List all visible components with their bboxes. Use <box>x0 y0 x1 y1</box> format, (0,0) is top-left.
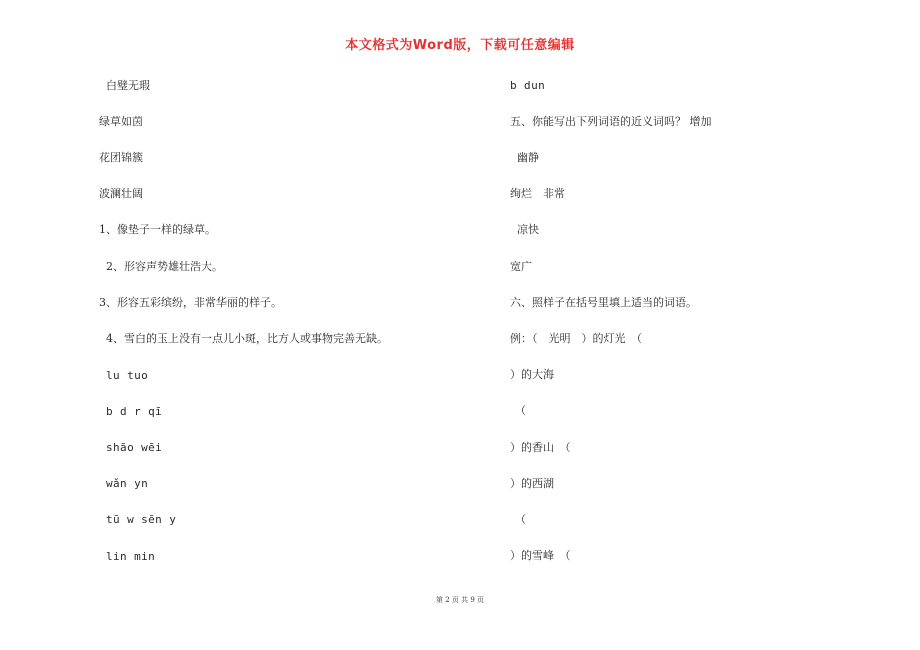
pinyin-line: wǎn yn <box>106 477 149 490</box>
idiom-line: 绿草如茵 <box>99 115 143 128</box>
pinyin-line: tū w sēn y <box>106 513 177 526</box>
word-line: 凉快 <box>517 223 539 236</box>
word-line: 宽广 <box>510 260 532 273</box>
idiom-line: 白璧无瑕 <box>106 79 150 92</box>
fill-in-line: ）的西湖 <box>510 477 554 490</box>
definition-line: 4、雪白的玉上没有一点儿小斑，比方人或事物完善无缺。 <box>106 332 388 345</box>
pinyin-line: lu tuo <box>106 369 149 382</box>
pinyin-line: b d r qī <box>106 405 163 418</box>
pinyin-line: shāo wēi <box>106 441 163 454</box>
word-line: 绚烂 非常 <box>510 187 565 200</box>
idiom-line: 波澜壮阔 <box>99 187 143 200</box>
fill-in-line: ）的香山 （ <box>510 441 571 454</box>
page-number: 第 2 页 共 9 页 <box>435 596 485 604</box>
fill-in-line: ）的大海 <box>510 368 554 381</box>
idiom-line: 花团锦簇 <box>99 151 143 164</box>
definition-line: 3、形容五彩缤纷，非常华丽的样子。 <box>99 296 282 309</box>
definition-line: 1、像垫子一样的绿草。 <box>99 223 216 236</box>
example-line: 例：（ 光明 ）的灯光 （ <box>510 332 642 345</box>
section-heading-fill-in: 六、照样子在括号里填上适当的词语。 <box>510 296 697 309</box>
fill-in-line: ）的雪峰 （ <box>510 549 571 562</box>
pinyin-line: b dun <box>510 79 546 92</box>
document-header-title: 本文格式为Word版，下载可任意编辑 <box>345 38 575 53</box>
fill-in-line: （ <box>515 513 526 526</box>
pinyin-line: lin min <box>106 550 156 563</box>
definition-line: 2、形容声势雄壮浩大。 <box>106 260 223 273</box>
section-heading-synonyms: 五、你能写出下列词语的近义词吗？ 增加 <box>510 115 712 128</box>
word-line: 幽静 <box>517 151 539 164</box>
fill-in-line: （ <box>515 404 526 417</box>
